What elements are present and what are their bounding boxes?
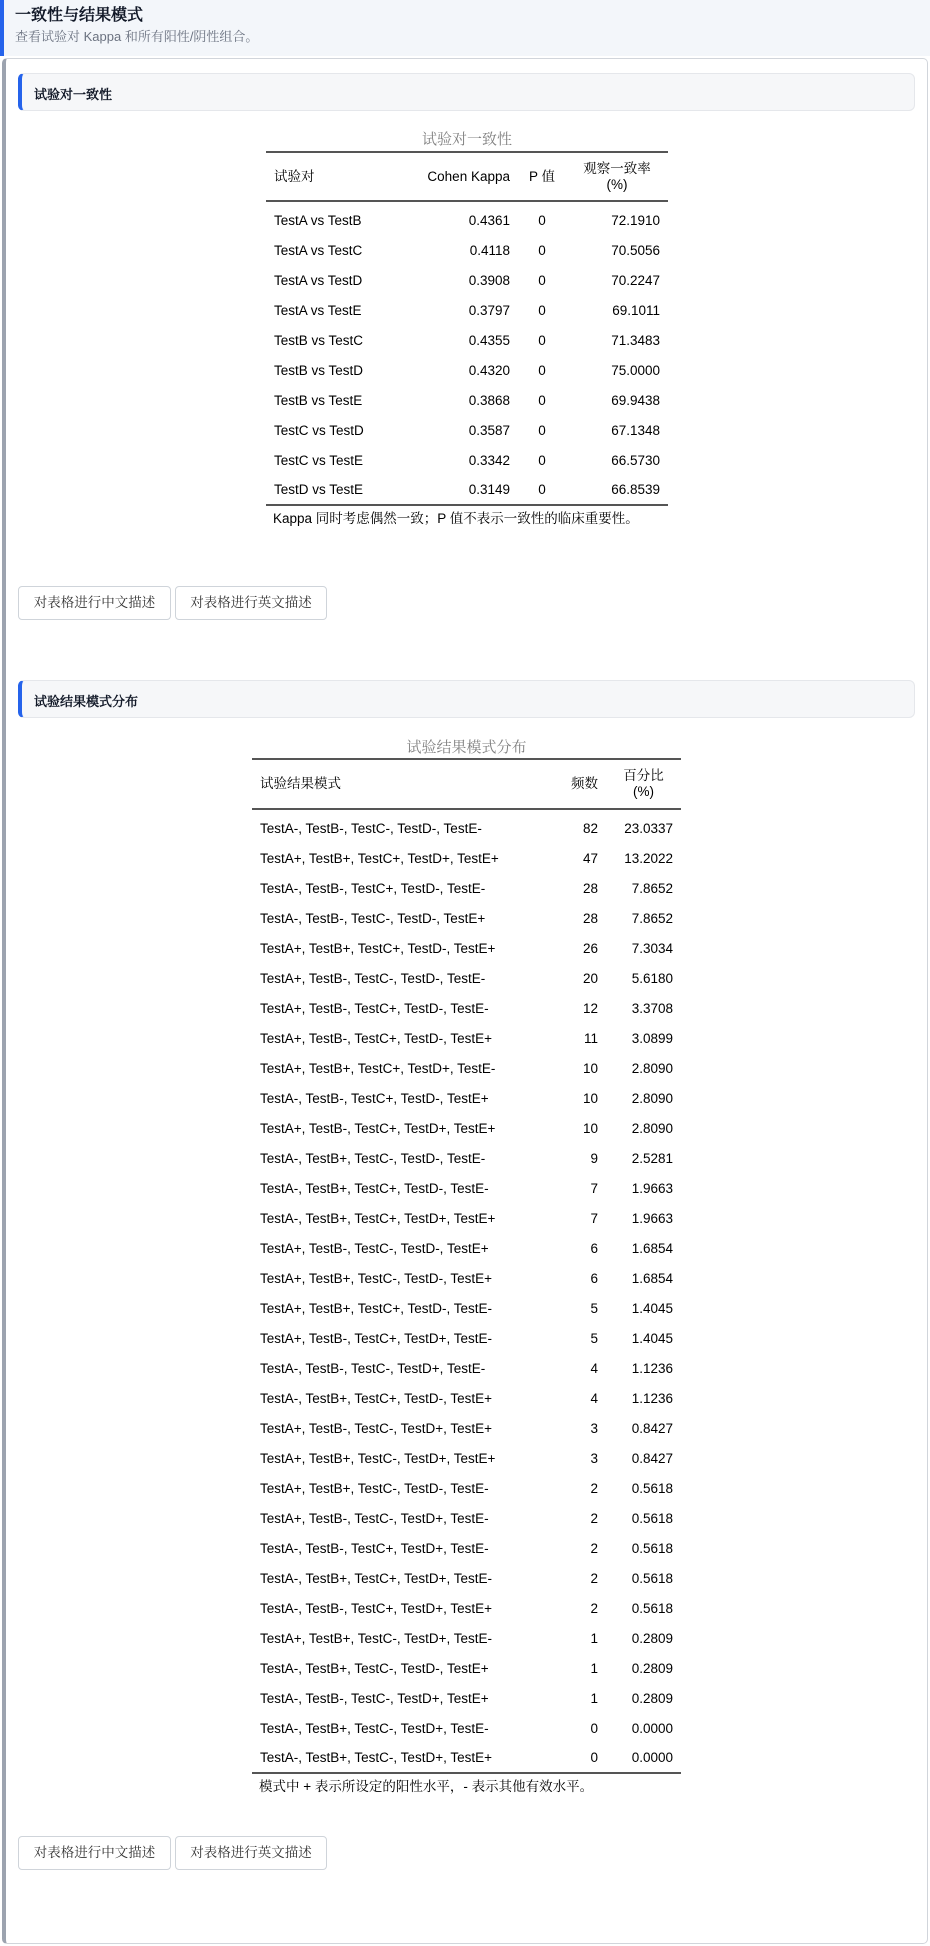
table-cell: 0.5618 — [631, 1540, 673, 1556]
section-header-agreement — [18, 73, 915, 111]
table-row — [252, 1413, 681, 1443]
table-row — [252, 1383, 681, 1413]
table-cell: 66.8539 — [566, 475, 668, 505]
table-cell: TestA-, TestB-, TestC+, TestD+, TestE- — [260, 1540, 489, 1556]
table-cell: 5 — [590, 1300, 598, 1316]
table-row — [252, 1353, 681, 1383]
col-header-frequency: 频数 — [542, 759, 606, 809]
table-cell: 2 — [590, 1570, 598, 1586]
table-cell: 5 — [590, 1330, 598, 1346]
table-row — [252, 1293, 681, 1323]
table-cell: 0.3797 — [468, 302, 510, 318]
table-cell: TestA+, TestB+, TestC+, TestD-, TestE+ — [260, 940, 496, 956]
table-cell: 0.8427 — [631, 1450, 673, 1466]
table-cell: 0 — [518, 475, 566, 505]
table-cell: TestA-, TestB+, TestC+, TestD+, TestE+ — [260, 1210, 496, 1226]
table-cell: 75.0000 — [611, 362, 660, 378]
table-cell: 0.4118 — [469, 242, 510, 258]
table-row — [252, 1233, 681, 1263]
table-cell: TestA+, TestB-, TestC+, TestD+, TestE+ — [260, 1120, 496, 1136]
table-header-row — [266, 152, 668, 201]
agreement-footnote: Kappa 同时考虑偶然一致；P 值不表示一致性的临床重要性。 — [273, 511, 639, 526]
table-row — [252, 1113, 681, 1143]
table-cell: 1.6854 — [631, 1240, 673, 1256]
table-cell: TestA-, TestB-, TestC+, TestD-, TestE+ — [260, 1090, 489, 1106]
table-row — [266, 385, 668, 415]
table-cell: TestA+, TestB+, TestC-, TestD-, TestE+ — [260, 1270, 492, 1286]
table-cell: 4 — [590, 1390, 598, 1406]
table-cell: 1.6854 — [631, 1270, 673, 1286]
table-cell: 28 — [582, 910, 598, 926]
table-cell: 0 — [590, 1720, 598, 1736]
table-cell: TestB vs TestC — [274, 332, 364, 348]
table-row — [266, 325, 668, 355]
table-cell: 0.0000 — [606, 1743, 681, 1773]
table-cell: TestA+, TestB+, TestC-, TestD+, TestE- — [260, 1630, 492, 1646]
table-cell: 67.1348 — [611, 422, 660, 438]
table-row — [252, 1323, 681, 1353]
table-header-row — [252, 759, 681, 809]
table-cell: 69.1011 — [612, 302, 660, 318]
table-cell: 5.6180 — [631, 970, 673, 986]
table-cell: 0.4355 — [468, 332, 510, 348]
table-row — [252, 1143, 681, 1173]
table-row — [266, 265, 668, 295]
table-cell: TestA-, TestB-, TestC-, TestD+, TestE- — [260, 1360, 486, 1376]
table-cell: 6 — [590, 1270, 598, 1286]
table-cell: 0 — [538, 213, 546, 228]
table-row — [252, 1533, 681, 1563]
table-cell: 7.3034 — [631, 940, 673, 956]
table-row — [252, 1083, 681, 1113]
table-cell: TestA+, TestB-, TestC+, TestD-, TestE+ — [260, 1030, 492, 1046]
table-cell: 2 — [590, 1540, 598, 1556]
table-cell: 3.0899 — [631, 1030, 673, 1046]
table-cell: 20 — [582, 970, 598, 986]
table-cell: TestA-, TestB+, TestC+, TestD-, TestE- — [260, 1180, 489, 1196]
table-cell: 23.0337 — [624, 821, 673, 836]
agreement-table — [266, 151, 668, 506]
table-cell: 0.2809 — [631, 1690, 673, 1706]
table-cell: TestA+, TestB-, TestC-, TestD+, TestE- — [260, 1510, 489, 1526]
table-cell: 0.3908 — [468, 272, 510, 288]
table-cell: 0.8427 — [631, 1420, 673, 1436]
table-cell: TestA-, TestB-, TestC-, TestD+, TestE+ — [260, 1690, 489, 1706]
table-row — [252, 1713, 681, 1743]
table-row — [266, 201, 668, 235]
table-cell: 0.5618 — [631, 1510, 673, 1526]
table-cell: TestA+, TestB+, TestC+, TestD-, TestE- — [260, 1300, 492, 1316]
table-row — [252, 933, 681, 963]
table-row — [252, 1593, 681, 1623]
table-cell: TestA+, TestB-, TestC+, TestD+, TestE- — [260, 1330, 492, 1346]
describe-en-button-agreement[interactable]: 对表格进行英文描述 — [175, 586, 327, 620]
table-cell: TestA-, TestB-, TestC-, TestD-, TestE- — [260, 821, 482, 836]
table-cell: TestA-, TestB+, TestC+, TestD-, TestE+ — [260, 1390, 492, 1406]
col-header-agreement-rate: 观察一致率 (%) — [566, 152, 668, 201]
table-row — [252, 1203, 681, 1233]
table-cell: 70.5056 — [611, 242, 660, 258]
table-cell: 26 — [582, 940, 598, 956]
table-cell: 69.9438 — [611, 392, 660, 408]
table-row — [252, 1743, 681, 1773]
patterns-footnote: 模式中 + 表示所设定的阳性水平，- 表示其他有效水平。 — [259, 1779, 594, 1794]
table-cell: 28 — [582, 880, 598, 896]
table-cell: TestB vs TestD — [274, 362, 364, 378]
table-cell: TestA+, TestB+, TestC-, TestD-, TestE- — [260, 1480, 489, 1496]
table-row — [252, 1053, 681, 1083]
table-cell: 70.2247 — [611, 272, 660, 288]
table-cell: 0 — [538, 392, 546, 408]
table-cell: 0.3587 — [468, 422, 510, 438]
table-cell: 0 — [538, 272, 546, 288]
table-cell: 82 — [582, 821, 598, 836]
table-cell: 2.5281 — [631, 1150, 673, 1166]
section-header-patterns — [18, 680, 915, 718]
table-cell: 1.4045 — [631, 1330, 673, 1346]
page-subtitle: 查看试验对 Kappa 和所有阳性/阴性组合。 — [15, 29, 259, 44]
table-cell: 3 — [590, 1450, 598, 1466]
table-cell: TestA-, TestB+, TestC-, TestD-, TestE+ — [260, 1660, 489, 1676]
table-cell: 1.1236 — [631, 1390, 673, 1406]
table-row — [252, 1563, 681, 1593]
table-cell: 2 — [590, 1510, 598, 1526]
table-cell: TestA+, TestB+, TestC-, TestD+, TestE+ — [260, 1450, 496, 1466]
table-cell: 1.9663 — [631, 1180, 673, 1196]
table-cell: 7 — [590, 1210, 598, 1226]
page-title: 一致性与结果模式 — [15, 7, 144, 24]
table-cell: 0.3868 — [468, 392, 510, 408]
table-cell: 7.8652 — [631, 880, 673, 896]
patterns-table — [252, 758, 681, 1774]
table-cell: 13.2022 — [624, 850, 673, 866]
table-cell: 2.8090 — [631, 1060, 673, 1076]
table-row — [252, 993, 681, 1023]
table-cell: 10 — [582, 1090, 598, 1106]
table-cell: TestA+, TestB-, TestC-, TestD-, TestE+ — [260, 1240, 489, 1256]
table-cell: 10 — [582, 1120, 598, 1136]
table-cell: 12 — [582, 1000, 598, 1016]
table-cell: TestA+, TestB-, TestC-, TestD-, TestE- — [260, 970, 486, 986]
table-cell: 1 — [590, 1660, 598, 1676]
table-cell: TestC vs TestD — [274, 422, 364, 438]
table-row — [266, 415, 668, 445]
table-cell: 1.9663 — [631, 1210, 673, 1226]
table-row — [266, 235, 668, 265]
page-header — [0, 0, 930, 56]
table-row — [252, 1623, 681, 1653]
table-cell: TestA+, TestB+, TestC+, TestD+, TestE- — [260, 1060, 496, 1076]
table-cell: TestA-, TestB+, TestC-, TestD+, TestE- — [260, 1720, 489, 1736]
table-row — [252, 1023, 681, 1053]
table-cell: 0.3149 — [401, 475, 518, 505]
table-cell: TestA+, TestB+, TestC+, TestD+, TestE+ — [260, 850, 499, 866]
table-row — [252, 1173, 681, 1203]
table-cell: 2 — [590, 1600, 598, 1616]
table-cell: 7.8652 — [631, 910, 673, 926]
table-row — [252, 1263, 681, 1293]
table-cell: TestA-, TestB+, TestC-, TestD+, TestE+ — [252, 1743, 542, 1773]
table-row — [252, 1653, 681, 1683]
table-cell: 9 — [590, 1150, 598, 1166]
table-cell: 0.5618 — [631, 1600, 673, 1616]
table-cell: 0.2809 — [631, 1660, 673, 1676]
col-header-pvalue: P 值 — [518, 152, 566, 201]
table-cell: 0.5618 — [631, 1480, 673, 1496]
table-cell: 0 — [542, 1743, 606, 1773]
table-row — [252, 963, 681, 993]
table-cell: TestA-, TestB-, TestC-, TestD-, TestE+ — [260, 910, 486, 926]
table-row — [266, 445, 668, 475]
table-cell: TestA+, TestB-, TestC+, TestD-, TestE- — [260, 1000, 489, 1016]
table-cell: 71.3483 — [611, 332, 660, 348]
table-cell: TestC vs TestE — [274, 452, 364, 468]
table-caption-agreement: 试验对一致性 — [421, 131, 512, 148]
describe-cn-button-agreement[interactable]: 对表格进行中文描述 — [18, 586, 171, 620]
describe-en-button-patterns[interactable]: 对表格进行英文描述 — [175, 1836, 327, 1870]
table-cell: TestD vs TestE — [266, 475, 401, 505]
table-cell: 2 — [590, 1480, 598, 1496]
table-cell: 0.5618 — [631, 1570, 673, 1586]
table-cell: TestA+, TestB-, TestC-, TestD+, TestE+ — [260, 1420, 492, 1436]
table-row — [252, 1683, 681, 1713]
col-header-percent: 百分比 (%) — [606, 759, 681, 809]
table-row — [252, 873, 681, 903]
table-cell: 1.1236 — [631, 1360, 673, 1376]
table-cell: 3.3708 — [631, 1000, 673, 1016]
table-cell: TestA vs TestC — [274, 242, 363, 258]
table-caption-patterns: 试验结果模式分布 — [406, 739, 527, 756]
section-title-agreement: 试验对一致性 — [34, 87, 113, 102]
table-cell: 11 — [583, 1030, 598, 1046]
table-cell: TestB vs TestE — [274, 392, 363, 408]
table-cell: 0 — [538, 332, 546, 348]
table-cell: 0.4361 — [468, 213, 510, 228]
table-cell: 0 — [538, 452, 546, 468]
table-cell: 1.4045 — [631, 1300, 673, 1316]
table-cell: TestA vs TestB — [274, 213, 362, 228]
table-row — [252, 809, 681, 843]
table-cell: 47 — [582, 850, 598, 866]
table-cell: 1 — [590, 1690, 598, 1706]
table-cell: TestA-, TestB-, TestC+, TestD-, TestE- — [260, 880, 486, 896]
table-cell: 2.8090 — [631, 1090, 673, 1106]
col-header-kappa: Cohen Kappa — [401, 152, 518, 201]
table-row — [266, 295, 668, 325]
table-cell: 3 — [590, 1420, 598, 1436]
table-cell: TestA-, TestB+, TestC-, TestD-, TestE- — [260, 1150, 486, 1166]
table-row — [252, 843, 681, 873]
table-cell: 66.5730 — [611, 452, 660, 468]
table-cell: 2.8090 — [631, 1120, 673, 1136]
table-row — [266, 475, 668, 505]
section-title-patterns: 试验结果模式分布 — [34, 694, 139, 709]
table-cell: TestA-, TestB-, TestC+, TestD+, TestE+ — [260, 1600, 492, 1616]
table-cell: 0.4320 — [468, 362, 510, 378]
table-cell: 7 — [590, 1180, 598, 1196]
table-cell: 0 — [538, 302, 546, 318]
table-cell: 72.1910 — [611, 213, 660, 228]
table-row — [252, 1473, 681, 1503]
table-cell: 0.3342 — [468, 452, 510, 468]
describe-cn-button-patterns[interactable]: 对表格进行中文描述 — [18, 1836, 171, 1870]
table-cell: 6 — [590, 1240, 598, 1256]
table-cell: 1 — [590, 1630, 598, 1646]
table-cell: 0.0000 — [631, 1720, 673, 1736]
table-cell: 0 — [538, 242, 546, 258]
table-row — [252, 903, 681, 933]
table-cell: 0 — [538, 422, 546, 438]
table-cell: 0.2809 — [631, 1630, 673, 1646]
table-row — [266, 355, 668, 385]
table-cell: TestA-, TestB+, TestC+, TestD+, TestE- — [260, 1570, 492, 1586]
table-row — [252, 1443, 681, 1473]
table-cell: 0 — [538, 362, 546, 378]
col-header-pattern: 试验结果模式 — [252, 759, 542, 809]
table-cell: 10 — [582, 1060, 598, 1076]
table-cell: TestA vs TestD — [274, 272, 363, 288]
table-cell: 4 — [590, 1360, 598, 1376]
table-row — [252, 1503, 681, 1533]
table-cell: TestA vs TestE — [274, 302, 362, 318]
col-header-pair: 试验对 — [266, 152, 401, 201]
